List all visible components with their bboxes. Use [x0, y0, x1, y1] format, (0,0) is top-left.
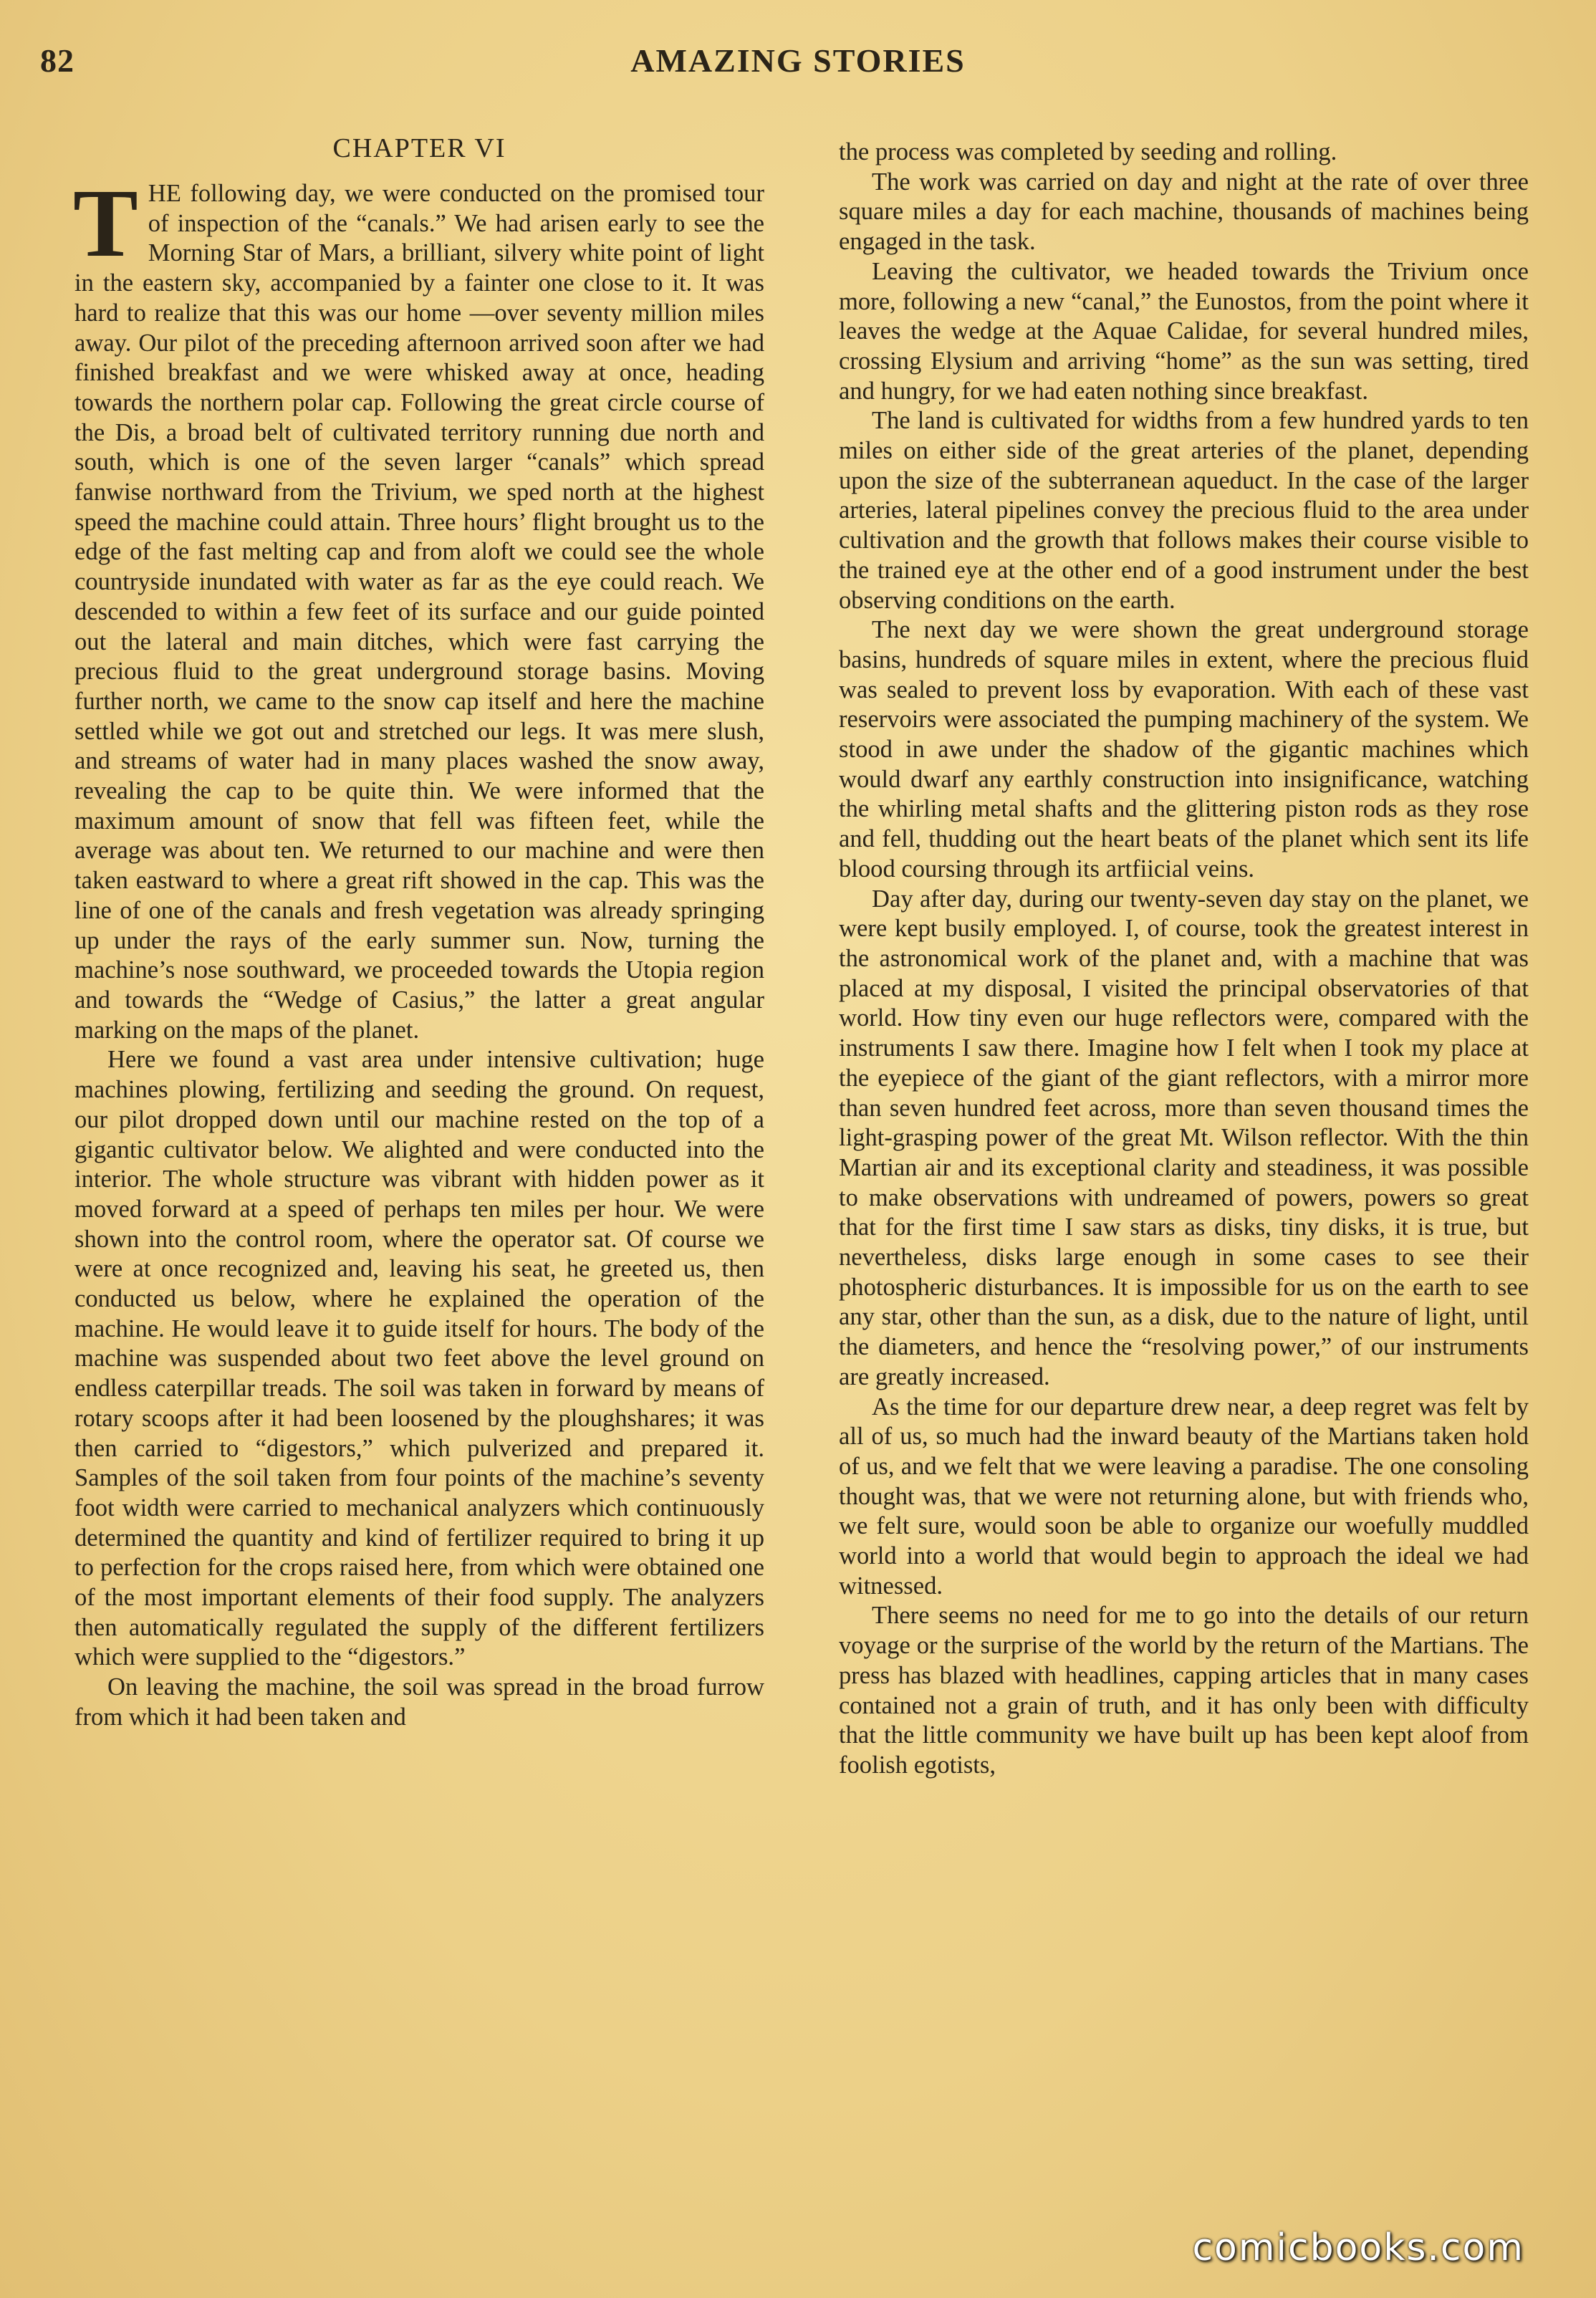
page-header: [0, 42, 1596, 85]
paragraph: [73, 170, 764, 1045]
page-number: 82: [40, 42, 74, 79]
left-column: [74, 133, 764, 1733]
paragraph: There seems no need for me to go into the details of our return voyage or the surprise of the world by the return of the Martians. The press has blazed with headlines, capping articles that in many cases contained not a grain of truth, and it has only been with difficulty that the little community we have built up has been kept aloof from foolish egotists,: [839, 1602, 1529, 1779]
paragraph: The land is cultivated for widths from a few hundred yards to ten miles on either side of the great arteries of the planet, depending upon the size of the subterranean aqueduct. In the case of the larger arteries, lateral pipelines convey the precious fluid to the area under cultivation and the growth that follows makes their course visible to the trained eye at the other end of a good instrument under the best observing conditions on the earth.: [839, 407, 1529, 614]
paragraph: Here we found a vast area under intensive cultivation; huge machines plowing, fertilizing and seeding the ground. On request, our pilot dropped down until our machine rested on the top of a gigantic cultivator below. We alighted and were conducted into the interior. The whole structure was vibrant with hidden power as it moved forward at a speed of perhaps ten miles per hour. We were shown into the control room, where the operator sat. Of course we were at once recognized and, leaving his seat, he greeted us, then conducted us below, where he explained the operation of the machine. He would leave it to guide itself for hours. The body of the machine was suspended about two feet above the level ground on endless caterpillar treads. The soil was taken in forward by means of rotary scoops after it had been loosened by the ploughshares; it was then carried to “digestors,” which pulverized and prepared it. Samples of the soil taken from four points of the machine’s seventy foot width were carried to mechanical analyzers which continuously determined the quantity and kind of fertilizer required to bring it up to perfection for the crops raised here, from which were obtained one of the most important elements of their food supply. The analyzers then automatically regulated the supply of the different fertilizers which were supplied to the “digestors.”: [74, 1046, 764, 1671]
paragraph: The next day we were shown the great underground storage basins, hundreds of square miles in extent, where the precious fluid was sealed to prevent loss by evaporation. With each of these vast reservoirs were associated the pumping machinery of the system. We stood in awe under the shadow of the gigantic machines which would dwarf any earthly construction into insignificance, watching the whirling metal shafts and the glittering piston rods as they rose and fell, thudding out the heart beats of the planet which sent its life blood coursing through its artfiicial veins.: [839, 616, 1529, 883]
paragraph-text: HE following day, we were conducted on the promised tour of inspection of the “canals.” We had arisen early to see the Morning Star of Mars, a brilliant, silvery white point of light in the eastern sky, accompanied by a fainter one close to it. It was hard to realize that this was our home —over seventy million miles away. Our pilot of the preceding afternoon arrived soon after we had finished breakfast and we were whisked away at once, heading towards the northern polar cap. Following the great circle course of the Dis, a broad belt of cultivated territory running due north and south, which is one of the seven larger “canals” which spread fanwise northward from the Trivium, we sped north at the highest speed the machine could attain. Three hours’ flight brought us to the edge of the fast melting cap and from aloft we could see the whole countryside inundated with water as far as the eye could reach. We descended to within a few feet of its surface and our guide pointed out the lateral and main ditches, which were fast carrying the precious fluid to the great underground storage basins. Moving further north, we came to the snow cap itself and here the machine settled while we got out and stretched our legs. It was mere slush, and streams of water had in many places washed the snow away, revealing the cap to be quite thin. We were informed that the maximum amount of snow that fell was fifteen feet, while the average was about ten. We returned to our machine and were then taken eastward to where a great rift showed in the cap. This was the line of one of the canals and fresh vegetation was already springing up under the rays of the early summer sun. Now, turning the machine’s nose southward, we proceeded towards the Utopia region and towards the “Wedge of Casius,” the latter a great angular marking on the maps of the planet.: [74, 180, 764, 1044]
paragraph: On leaving the machine, the soil was spread in the broad furrow from which it had been taken and: [74, 1673, 764, 1731]
paragraph: Day after day, during our twenty-seven day stay on the planet, we were kept busily employed. I, of course, took the greatest interest in the astronomical work of the planet and, with a machine that was placed at my disposal, I visited the principal observatories of that world. How tiny even our huge reflectors were, compared with the instruments I saw there. Imagine how I felt when I took my place at the eyepiece of the giant of the giant reflectors, with a mirror more than seven hundred feet across, more than seven thousand times the light-grasping power of the great Mt. Wilson reflector. With the thin Martian air and its exceptional clarity and steadiness, it was possible to make observations with undreamed of powers, powers so great that for the first time I saw stars as disks, tiny disks, it is true, but nevertheless, disks large enough in some cases to see their photospheric disturbances. It is impossible for us on the earth to see any star, other than the sun, as a disk, due to the nature of light, until the diameters, and hence the “resolving power,” of our instruments are greatly increased.: [839, 885, 1529, 1390]
watermark-logo: comicbooks.com: [1192, 2226, 1524, 2269]
paragraph: The work was carried on day and night at the rate of over three square miles a day for each machine, thousands of machines being engaged in the task.: [839, 168, 1529, 256]
continued-paragraph: the process was completed by seeding and rolling.: [839, 138, 1337, 165]
running-title: AMAZING STORIES: [630, 42, 966, 79]
paragraph: Leaving the cultivator, we headed towards the Trivium once more, following a new “canal,” the Eunostos, from the point where it leaves the wedge at the Aquae Calidae, for several hundred miles, crossing Elysium and arriving “home” as the sun was setting, tired and hungry, for we had eaten nothing since breakfast.: [839, 257, 1529, 405]
chapter-heading: CHAPTER VI: [332, 133, 506, 163]
right-column: [839, 138, 1529, 1781]
drop-cap: T: [73, 170, 138, 277]
paragraph: As the time for our departure drew near, a deep regret was felt by all of us, so much had the inward beauty of the Martians taken hold of us, and we felt that we were leaving a paradise. The one consoling thought was, that we were not returning alone, but with friends who, we felt sure, would soon be able to organize our woefully muddled world into a world that would begin to approach the ideal we had witnessed.: [839, 1393, 1529, 1600]
